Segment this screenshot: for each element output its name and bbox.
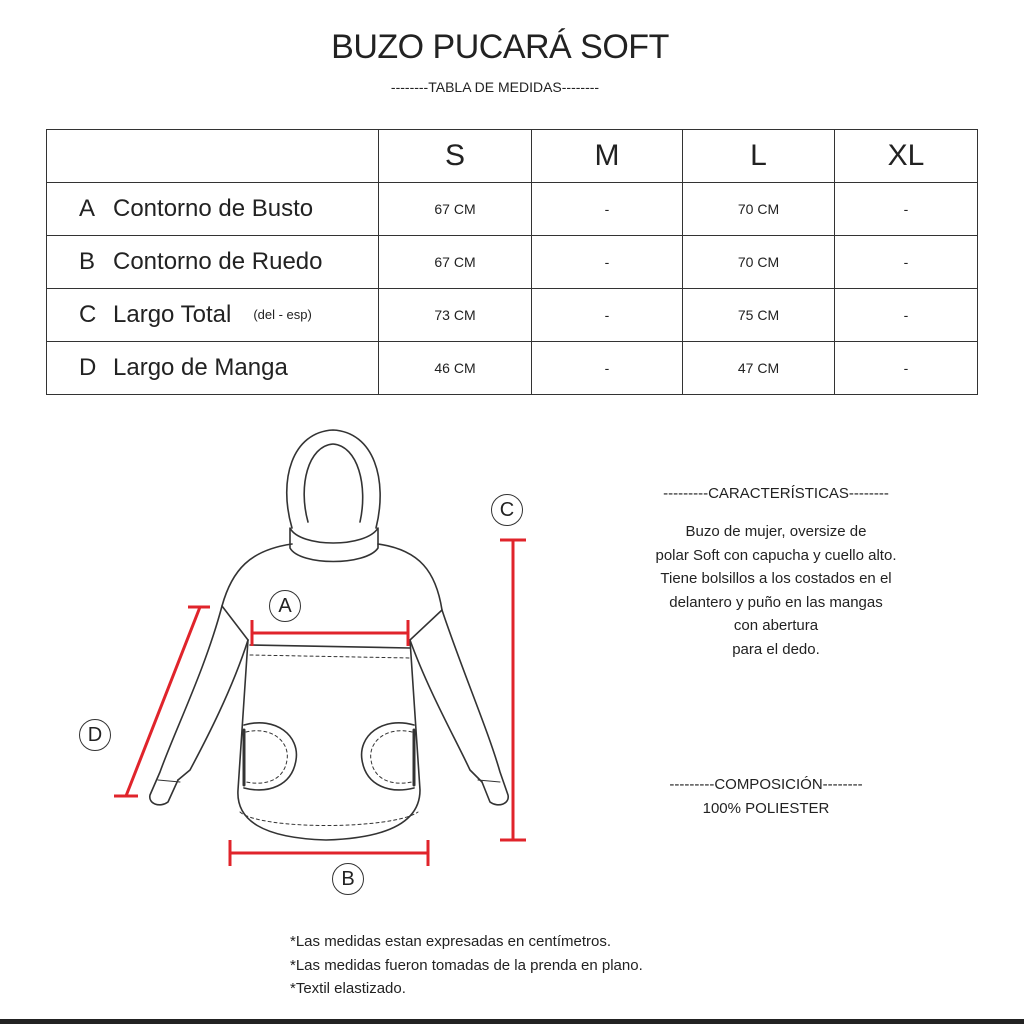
size-header: XL [835, 130, 978, 183]
table-cell: 70 CM [683, 183, 835, 236]
row-label [47, 289, 379, 342]
row-letter: D [79, 354, 97, 381]
size-header-row [47, 130, 978, 183]
row-label-note: (del - esp) [253, 307, 312, 322]
row-label [47, 236, 379, 289]
table-cell: 70 CM [683, 236, 835, 289]
row-label-text: Contorno de Busto [113, 195, 314, 222]
row-label [47, 183, 379, 236]
size-header: L [683, 130, 835, 183]
hoodie-diagram [60, 425, 540, 895]
composition-heading: ---------COMPOSICIÓN-------- [669, 776, 863, 793]
table-cell: 67 CM [379, 183, 532, 236]
size-table [46, 129, 978, 395]
table-cell: - [835, 236, 978, 289]
footnote: *Las medidas estan expresadas en centímetros. [290, 933, 612, 950]
size-header: M [532, 130, 683, 183]
row-letter: B [79, 248, 96, 275]
table-cell: 73 CM [379, 289, 532, 342]
table-row [47, 183, 978, 236]
characteristics-line: delantero y puño en las mangas [669, 593, 883, 611]
table-cell: - [532, 289, 683, 342]
footnote: *Textil elastizado. [290, 980, 406, 997]
callout-c: C [491, 494, 523, 526]
characteristics-text [600, 520, 952, 661]
table-row [47, 236, 978, 289]
bottom-divider [0, 1019, 1024, 1024]
characteristics-line: polar Soft con capucha y cuello alto. [655, 546, 897, 564]
page-subtitle: --------TABLA DE MEDIDAS-------- [390, 79, 600, 95]
table-cell: - [532, 183, 683, 236]
row-label-text: Contorno de Ruedo [113, 248, 323, 275]
callout-a: A [269, 590, 301, 622]
characteristics-line: con abertura [733, 617, 819, 634]
row-label [47, 342, 379, 395]
row-label-text: Largo de Manga [113, 354, 288, 381]
composition-section [620, 776, 912, 821]
table-cell: - [532, 342, 683, 395]
size-header-empty [47, 130, 379, 183]
size-header: S [379, 130, 532, 183]
table-cell: 67 CM [379, 236, 532, 289]
characteristics-line: Tiene bolsillos a los costados en el [660, 570, 892, 587]
table-cell: - [835, 183, 978, 236]
callout-b: B [332, 863, 364, 895]
row-letter: A [79, 195, 96, 222]
characteristics-section [600, 485, 952, 661]
footnote: *Las medidas fueron tomadas de la prenda en plano. [290, 956, 643, 974]
table-row [47, 342, 978, 395]
footnotes [290, 930, 643, 1001]
row-letter: C [79, 301, 97, 328]
row-label-text: Largo Total [113, 301, 232, 328]
table-cell: - [532, 236, 683, 289]
callout-d: D [79, 719, 111, 751]
measurement-lines [114, 540, 526, 866]
page-title: BUZO PUCARÁ SOFT [331, 28, 669, 66]
table-cell: - [835, 289, 978, 342]
characteristics-heading: ---------CARACTERÍSTICAS-------- [663, 485, 889, 502]
table-cell: 75 CM [683, 289, 835, 342]
table-cell: - [835, 342, 978, 395]
characteristics-line: Buzo de mujer, oversize de [685, 523, 867, 540]
table-cell: 47 CM [683, 342, 835, 395]
table-cell: 46 CM [379, 342, 532, 395]
hoodie-outline [150, 430, 508, 840]
table-row [47, 289, 978, 342]
characteristics-line: para el dedo. [732, 640, 820, 658]
composition-value: 100% POLIESTER [702, 800, 830, 817]
